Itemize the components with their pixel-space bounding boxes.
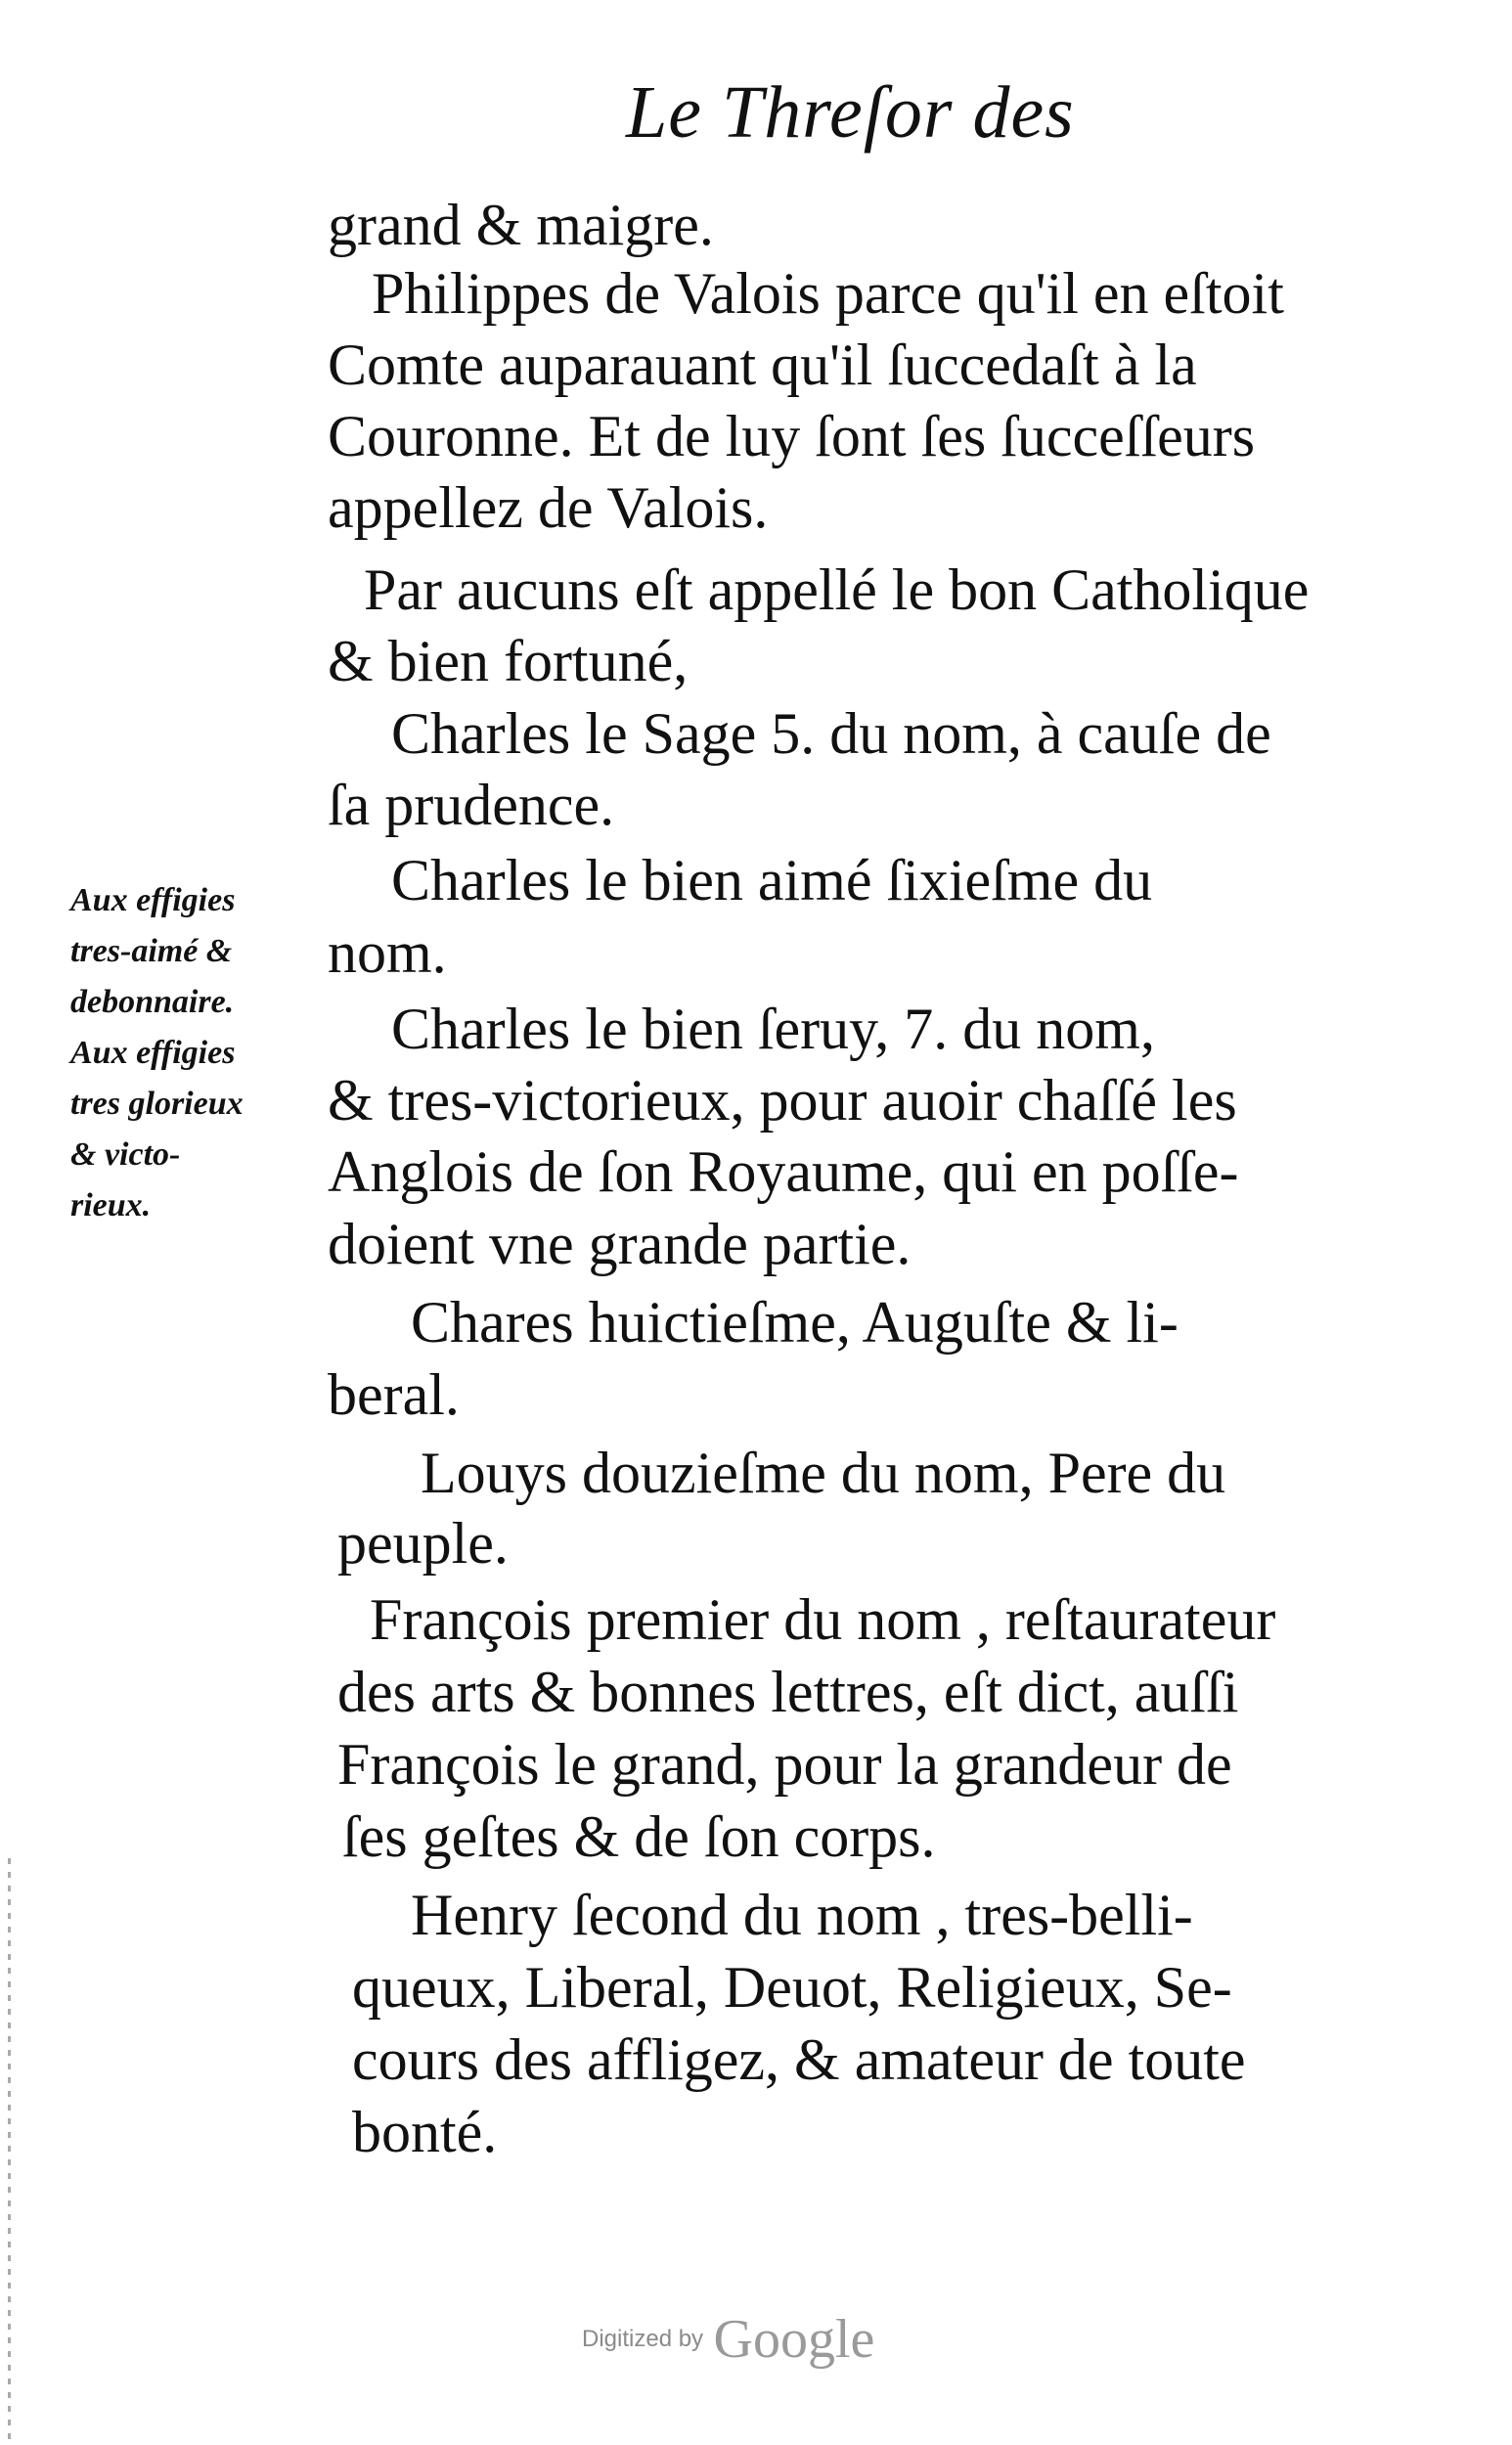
- text-line: Louys douzieſme du nom, Pere du: [421, 1441, 1226, 1505]
- margin-note-line: debonnaire.: [70, 984, 235, 1020]
- text-line: Chares huictieſme, Auguſte & li-: [411, 1290, 1178, 1355]
- text-line: Par aucuns eſt appellé le bon Catholique: [364, 557, 1310, 622]
- text-line: cours des affligez, & amateur de toute: [352, 2027, 1246, 2092]
- text-line: & tres-victorieux, pour auoir chaſſé les: [328, 1068, 1237, 1133]
- text-line: nom.: [328, 920, 447, 985]
- text-line: grand & maigre.: [328, 193, 714, 257]
- margin-note-line: & victo-: [70, 1136, 181, 1173]
- text-line: queux, Liberal, Deuot, Religieux, Se-: [352, 1955, 1232, 2020]
- text-line: appellez de Valois.: [328, 475, 769, 540]
- text-line: Comte auparauant qu'il ſuccedaſt à la: [328, 333, 1197, 397]
- text-line: François premier du nom , reſtaurateur: [370, 1587, 1276, 1652]
- text-line: Charles le Sage 5. du nom, à cauſe de: [391, 701, 1271, 766]
- text-line: des arts & bonnes lettres, eſt dict, auſſi: [337, 1660, 1239, 1724]
- text-line: Henry ſecond du nom , tres-belli-: [411, 1883, 1193, 1947]
- digitized-by-label: Digitized by: [582, 2326, 704, 2352]
- text-line: ſes geſtes & de ſon corps.: [342, 1804, 936, 1869]
- running-header: Le Threſor des: [626, 71, 1075, 154]
- text-line: Couronne. Et de luy ſont ſes ſucceſſeurs: [328, 404, 1256, 468]
- margin-note-line: tres-aimé &: [70, 933, 233, 969]
- google-logo: Google: [713, 2309, 875, 2370]
- text-line: Charles le bien ſeruy, 7. du nom,: [391, 997, 1155, 1061]
- text-line: & bien fortuné,: [328, 629, 689, 693]
- text-line: beral.: [328, 1362, 460, 1427]
- text-line: Philippes de Valois parce qu'il en eſtoit: [372, 261, 1284, 326]
- text-line: François le grand, pour la grandeur de: [337, 1732, 1232, 1797]
- text-line: peuple.: [337, 1511, 509, 1576]
- text-line: bonté.: [352, 2100, 498, 2164]
- margin-notes: [70, 875, 325, 1231]
- margin-note-line: Aux effigies: [70, 1035, 236, 1071]
- text-line: Anglois de ſon Royaume, qui en poſſe-: [328, 1139, 1239, 1204]
- margin-note-line: tres glorieux: [70, 1086, 244, 1122]
- text-line: ſa prudence.: [328, 773, 615, 837]
- margin-note-line: rieux.: [70, 1187, 152, 1223]
- text-line: Charles le bien aimé ſixieſme du: [391, 848, 1153, 912]
- page-edge-artifact: [8, 1858, 11, 2445]
- digitization-watermark: [582, 2308, 874, 2371]
- margin-note-line: Aux effigies: [70, 882, 236, 918]
- text-line: doient vne grande partie.: [328, 1212, 912, 1276]
